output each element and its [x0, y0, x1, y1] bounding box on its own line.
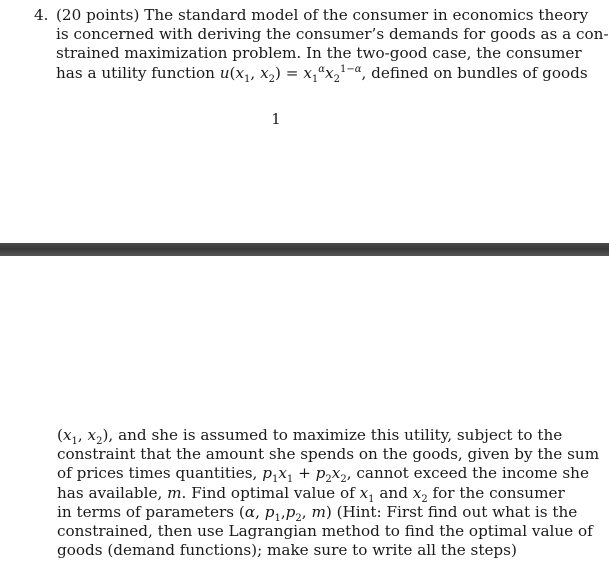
page-number: 1 [271, 110, 281, 128]
page-2 [0, 256, 609, 568]
continuation-line-3: of prices times quantities, $p_1x_1 + p_2x_2$, cannot exceed the income she [57, 464, 589, 486]
continuation-line-7: goods (demand functions); make sure to write all the steps) [57, 541, 517, 560]
page-separator [0, 243, 609, 256]
question-line-2: is concerned with deriving the consumer’s demands for goods as a con- [56, 25, 609, 44]
page-1 [0, 0, 609, 243]
question-paragraph [34, 6, 609, 85]
continuation-line-1: ($x_1$, $x_2$), and she is assumed to maximize this utility, subject to the [57, 426, 563, 448]
continuation-line-5: in terms of parameters (α, $p_1,p_2$, m) (Hint: First find out what is the [57, 502, 578, 524]
continuation-line-6: constrained, then use Lagrangian method to find the optimal value of [57, 522, 593, 541]
continuation-line-4: has available, m. Find optimal value of $x_1$ and $x_2$ for the consumer [57, 483, 565, 505]
question-line-1: 4. (20 points) The standard model of the consumer in economics theory [34, 6, 589, 24]
question-line-3: strained maximization problem. In the two-good case, the consumer [56, 44, 582, 63]
continuation-paragraph [57, 426, 600, 560]
question-number: 4. [34, 6, 49, 24]
question-line-4: has a utility function $u(x_1$, $x_2) = x_1^\alpha x_2^{1-\alpha}$, defined on bundles of goods [56, 63, 588, 85]
continuation-line-2: constraint that the amount she spends on the goods, given by the sum [57, 445, 600, 464]
